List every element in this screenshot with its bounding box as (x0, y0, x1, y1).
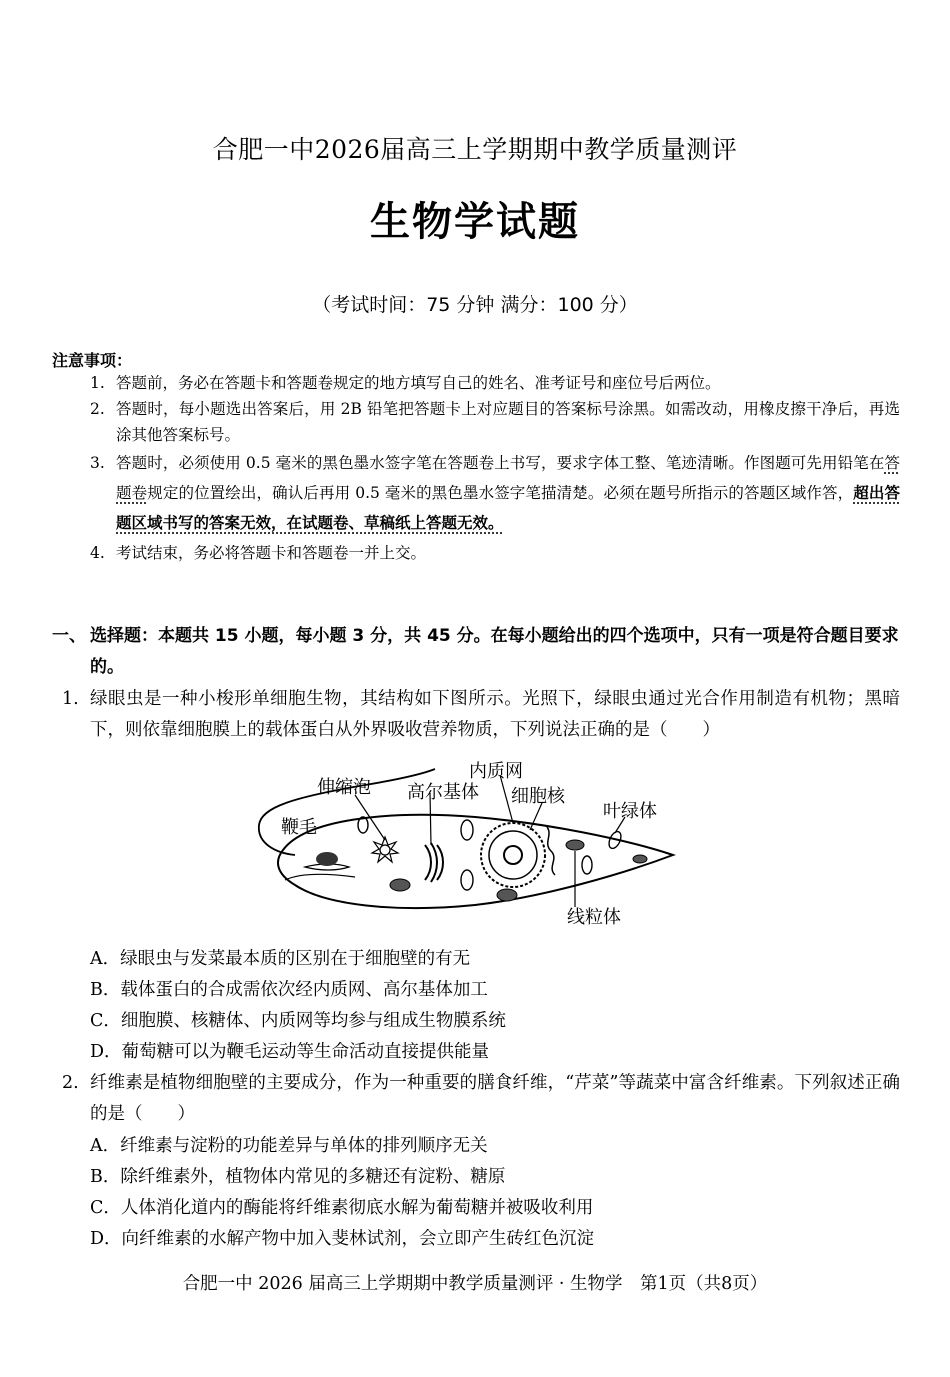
question-2 (62, 1068, 900, 1130)
section-heading (52, 621, 900, 683)
q1-option-d: D．葡萄糖可以为鞭毛运动等生命活动直接提供能量 (90, 1042, 490, 1062)
notice-item-text: 答题时，每小题选出答案后，用 2B 铅笔把答题卡上对应题目的答案标号涂黑。如需改动，用橡皮擦干净后，再选涂其他答案标号。 (116, 400, 900, 444)
notice-item-text: 考试结束，务必将答题卡和答题卷一并上交。 (116, 544, 427, 562)
question-stem: 纤维素是植物细胞壁的主要成分，作为一种重要的膳食纤维，“芹菜”等蔬菜中富含纤维素。下列叙述正确的是（ ） (90, 1073, 900, 1124)
notice-item-3 (90, 448, 900, 538)
notice-item-2 (90, 396, 900, 448)
label-flagellum: 鞭毛 (281, 817, 317, 838)
cell-notch (285, 874, 355, 880)
cell-nucleus (481, 823, 545, 887)
section-text: 选择题：本题共 15 小题，每小题 3 分，共 45 分。在每小题给出的四个选项中，只有一项是符合题目要求的。 (90, 626, 899, 677)
euglena-diagram (245, 755, 685, 930)
q2-option-c: C．人体消化道内的酶能将纤维素彻底水解为葡萄糖并被吸收利用 (90, 1198, 594, 1218)
notice-item-1 (90, 370, 900, 396)
q2-option-a: A．纤维素与淀粉的功能差异与单体的排列顺序无关 (90, 1136, 488, 1156)
notice-text-part: 答题时，必须使用 0.5 毫米的黑色墨水签字笔在答题卷上书写，要求字体工整、笔迹清晰。作图题可先用铅笔在 (116, 454, 885, 472)
q1-option-b: B．载体蛋白的合成需依次经内质网、高尔基体加工 (90, 980, 488, 1000)
notice-bold-emphasis: 超出答题区域书写的答案无效，在试题卷、草稿纸上答题无效。 (116, 484, 900, 532)
notice-dotted-emphasis: 答题卷 (116, 454, 900, 502)
q1-option-c: C．细胞膜、核糖体、内质网等均参与组成生物膜系统 (90, 1011, 506, 1031)
q2-option-b: B．除纤维素外，植物体内常见的多糖还有淀粉、糖原 (90, 1167, 506, 1187)
label-er: 内质网 (469, 761, 523, 782)
label-golgi: 高尔基体 (407, 782, 479, 803)
page-footer: 合肥一中 2026 届高三上学期期中教学质量测评 · 生物学 第1页（共8页） (182, 1274, 768, 1294)
label-chloroplast: 叶绿体 (603, 801, 657, 822)
subject-title: 生物学试题 (370, 198, 580, 245)
notice-item-text: 答题前，务必在答题卡和答题卷规定的地方填写自己的姓名、准考证号和座位号后两位。 (116, 374, 721, 392)
exam-info: （考试时间：75 分钟 满分：100 分） (312, 294, 638, 316)
label-mitochondria: 线粒体 (567, 907, 621, 928)
question-1 (62, 684, 900, 746)
notice-heading: 注意事项： (52, 351, 133, 370)
section-label: 一、 (52, 626, 86, 646)
notice-item-number: 2. (90, 400, 105, 418)
label-contractile-vacuole: 伸缩泡 (317, 777, 371, 798)
contractile-vacuole (372, 837, 398, 862)
endoplasmic-reticulum (547, 827, 555, 875)
eyespot (316, 852, 338, 866)
question-number: 2. (62, 1073, 79, 1093)
notice-text-part: 规定的位置绘出，确认后再用 0.5 毫米的黑色墨水签字笔描清楚。必须在题号所指示的答题区域作答， (147, 484, 854, 502)
notice-item-number: 4. (90, 544, 105, 562)
q1-option-a: A．绿眼虫与发菜最本质的区别在于细胞壁的有无 (90, 949, 471, 969)
notice-item-text (90, 448, 900, 538)
label-nucleus: 细胞核 (511, 786, 565, 807)
q2-option-d: D．向纤维素的水解产物中加入斐林试剂，会立即产生砖红色沉淀 (90, 1229, 595, 1249)
notice-item-number: 1. (90, 374, 105, 392)
notice-item-number: 3. (90, 454, 105, 472)
question-stem: 绿眼虫是一种小梭形单细胞生物，其结构如下图所示。光照下，绿眼虫通过光合作用制造有机物；黑暗下，则依靠细胞膜上的载体蛋白从外界吸收营养物质，下列说法正确的是（ ） (90, 689, 900, 740)
notice-item-4 (90, 540, 900, 566)
golgi-apparatus (425, 843, 443, 882)
school-title: 合肥一中2026届高三上学期期中教学质量测评 (212, 135, 738, 164)
question-number: 1. (62, 689, 79, 709)
